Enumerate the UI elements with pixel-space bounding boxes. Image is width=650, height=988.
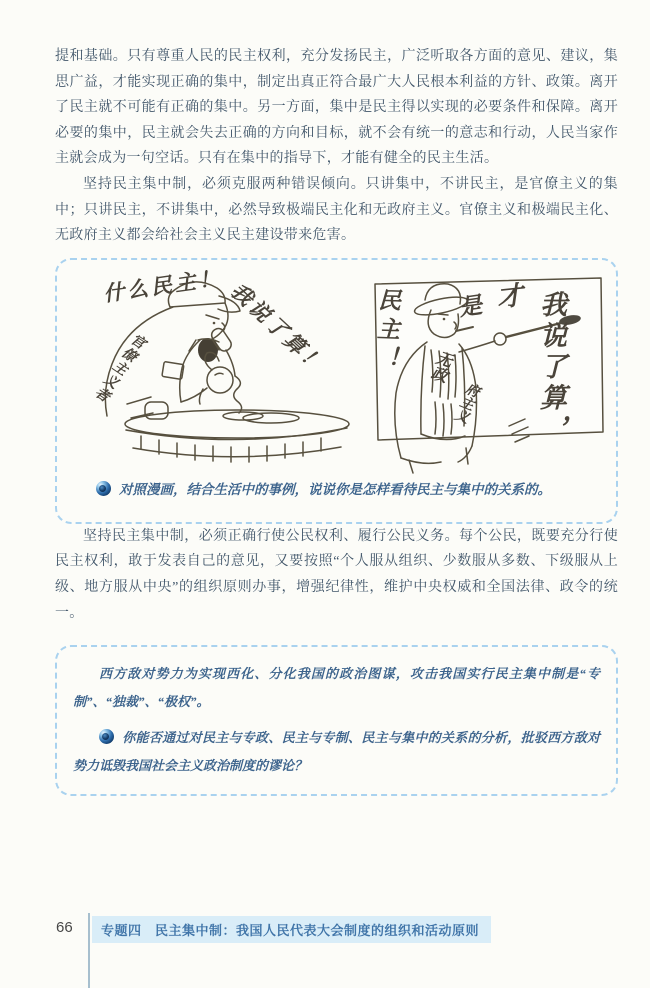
right-cartoon-figure bbox=[372, 278, 603, 473]
page-content bbox=[55, 44, 618, 796]
left-cartoon-shout-2: 我说了算！ bbox=[225, 278, 331, 378]
cartoon-question-text: 对照漫画，结合生活中的事例，说说你是怎样看待民主与集中的关系的。 bbox=[119, 481, 551, 497]
footer-vertical-rule bbox=[88, 913, 90, 988]
paragraph-3: 坚持民主集中制，必须正确行使公民权利、履行公民义务。每个公民，既要充分行使民主权利，敢于发表自己的意见，又要按照“个人服从组织、少数服从多数、下级服从上级、地方服从中央”的组织原则办事，增强纪律性，维护中央权威和全国法律、政令的统一。 bbox=[55, 528, 618, 621]
paragraph-2: 坚持民主集中制，必须克服两种错误倾向。只讲集中，不讲民主，是官僚主义的集中；只讲民主，不讲集中，必然导致极端民主化和无政府主义。官僚主义和极端民主化、无政府主义都会给社会主义民主建设带来危害。 bbox=[55, 176, 618, 244]
activity-question-text: 你能否通过对民主与专政、民主与专制、民主与集中的关系的分析，批驳西方敌对势力诋毁我国社会主义政治制度的谬论？ bbox=[73, 730, 600, 774]
cartoon-question-row bbox=[69, 479, 604, 501]
anarchist-label-bottom: 府主义 bbox=[451, 379, 481, 425]
anarchist-label-top: 无政 bbox=[427, 347, 454, 384]
globe-icon bbox=[96, 481, 111, 496]
bureaucrat-label: 官僚主义者 bbox=[90, 329, 148, 405]
wall-text-shi: 是 bbox=[457, 292, 484, 321]
activity-question-row bbox=[73, 724, 600, 780]
cartoon-activity-box bbox=[55, 258, 618, 524]
wall-text-right-column: 我说了算， bbox=[536, 289, 566, 445]
paragraph-1: 提和基础。只有尊重人民的民主权利，充分发扬民主，广泛听取各方面的意见、建议，集思广益，才能实现正确的集中，制定出真正符合最广大人民根本利益的方针、政策。离开了民主就不可能有正确的集中。另一方面，集中是民主得以实现的必要条件和保障。离开必要的集中，民主就会失去正确的方向和目标，就不会有统一的意志和行动，人民当家作主就会成为一句空话。只有在集中的指导下，才能有健全的民主生活。 bbox=[55, 49, 618, 167]
cartoon-illustration bbox=[69, 265, 604, 476]
wall-text-cai: 才 bbox=[495, 280, 525, 313]
page-number: 66 bbox=[56, 919, 73, 936]
discussion-activity-box bbox=[55, 645, 618, 796]
wall-text-left-column: 民主！ bbox=[372, 287, 401, 376]
activity-statement: 西方敌对势力为实现西化、分化我国的政治图谋，攻击我国实行民主集中制是“专制”、“独裁”、“极权”。 bbox=[73, 666, 600, 710]
footer-chapter-title: 专题四 民主集中制：我国人民代表大会制度的组织和活动原则 bbox=[92, 916, 491, 943]
left-cartoon-shout-1: 什么民主！ bbox=[101, 265, 225, 306]
globe-icon bbox=[99, 729, 114, 744]
